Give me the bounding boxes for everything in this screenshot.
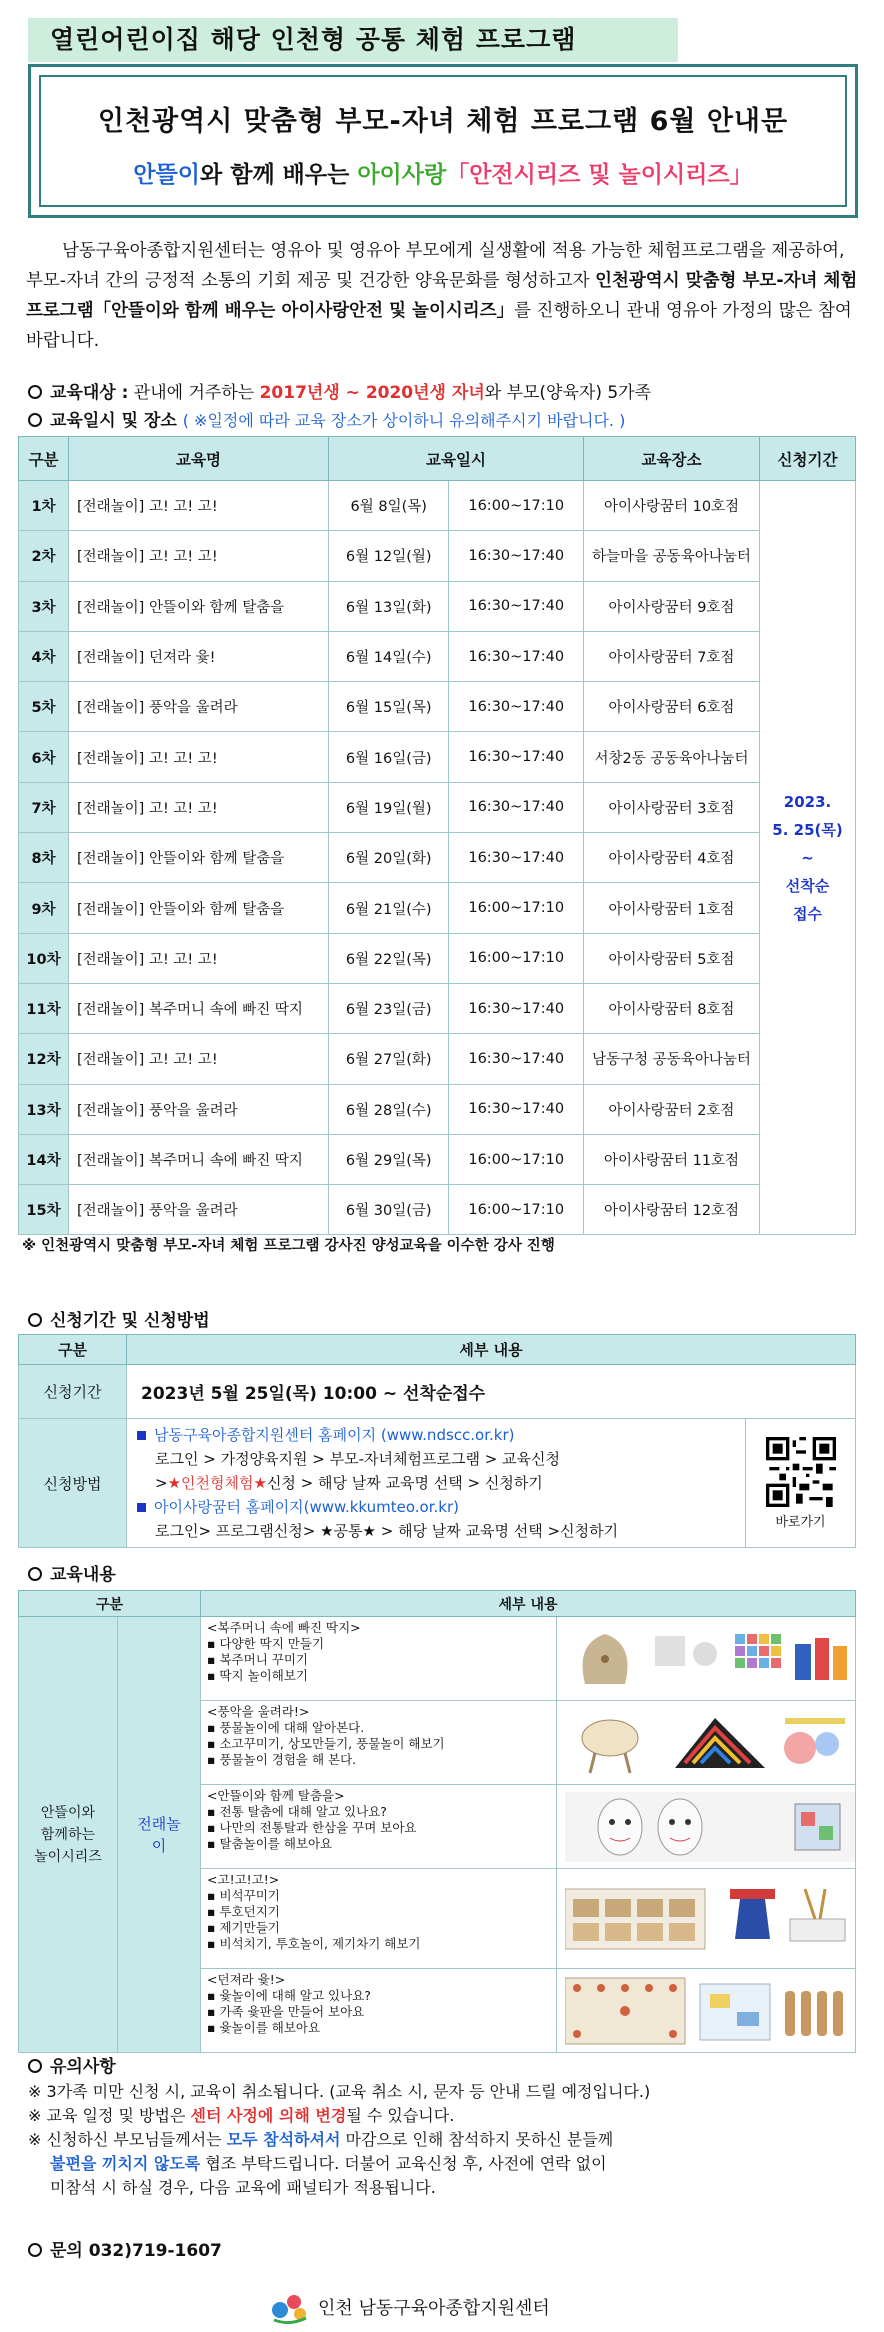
schedule-cell-date: 6월 8일(목) — [329, 481, 449, 531]
schedule-cell-no: 6차 — [19, 732, 69, 782]
schedule-cell-name: [전래놀이] 고! 고! 고! — [69, 732, 329, 782]
schedule-cell-place: 아이사랑꿈터 4호점 — [584, 833, 760, 883]
caution-3e: 협조 부탁드립니다. 더불어 교육신청 후, 사전에 연락 없이 — [200, 2154, 607, 2173]
caution-2b: 센터 사정에 의해 변경 — [190, 2106, 347, 2125]
qr-label: 바로가기 — [775, 1514, 826, 1530]
site1-link[interactable] — [137, 1423, 735, 1447]
period-line: 접수 — [793, 904, 822, 923]
schedule-cell-no: 8차 — [19, 833, 69, 883]
target-years: 2017년생 ~ 2020년생 자녀 — [259, 383, 485, 403]
schedule-row — [19, 682, 856, 732]
subtitle-character: 안뜰이 — [133, 162, 200, 188]
schedule-header: 교육장소 — [584, 437, 760, 481]
schedule-apply-period — [760, 481, 856, 1235]
schedule-row — [19, 983, 856, 1033]
apply-method-label: 신청방법 — [19, 1419, 127, 1548]
edu-item-line: ▪ 풍물놀이 경험을 해 본다. — [207, 1752, 357, 1767]
site1-path-2b: ★인천형체험★ — [167, 1474, 267, 1492]
schedule-cell-no: 7차 — [19, 782, 69, 832]
schedule-row — [19, 1185, 856, 1235]
schedule-cell-time: 16:30~17:40 — [449, 682, 584, 732]
edu-item-line: ▪ 윷놀이에 대해 알고 있나요? — [207, 1988, 371, 2003]
apply-section-label: 신청기간 및 신청방법 — [50, 1311, 210, 1331]
schedule-cell-time: 16:00~17:10 — [449, 1185, 584, 1235]
mask-photo-icon — [565, 1792, 855, 1862]
schedule-cell-time: 16:30~17:40 — [449, 1034, 584, 1084]
schedule-row — [19, 1134, 856, 1184]
schedule-row — [19, 1034, 856, 1084]
schedule-cell-no: 4차 — [19, 631, 69, 681]
schedule-header: 신청기간 — [760, 437, 856, 481]
circle-bullet-icon — [28, 1567, 42, 1581]
schedule-row — [19, 1084, 856, 1134]
caution-3 — [26, 2128, 856, 2152]
schedule-cell-no: 11차 — [19, 983, 69, 1033]
edu-group-l1: 안뜰이와 — [40, 1804, 95, 1821]
edu-item-line: ▪ 탈춤놀이를 해보아요 — [207, 1836, 333, 1851]
schedule-cell-no: 2차 — [19, 531, 69, 581]
schedule-cell-date: 6월 30일(금) — [329, 1185, 449, 1235]
apply-header-category: 구분 — [19, 1335, 127, 1365]
schedule-cell-name: [전래놀이] 복주머니 속에 빠진 딱지 — [69, 983, 329, 1033]
edu-item-line: ▪ 소고꾸미기, 상모만들기, 풍물놀이 해보기 — [207, 1736, 445, 1751]
schedule-cell-date: 6월 22일(목) — [329, 933, 449, 983]
schedule-cell-date: 6월 19일(월) — [329, 782, 449, 832]
caution-3d: 불편을 끼치지 않도록 — [50, 2154, 201, 2173]
circle-bullet-icon — [28, 1313, 42, 1327]
schedule-cell-no: 1차 — [19, 481, 69, 531]
schedule-cell-time: 16:00~17:10 — [449, 481, 584, 531]
edu-section-label: 교육내용 — [50, 1565, 116, 1585]
edu-item-line: ▪ 복주머니 꾸미기 — [207, 1652, 308, 1667]
edu-item-line: ▪ 비석꾸미기 — [207, 1888, 280, 1903]
qr-code-icon — [766, 1437, 836, 1507]
schedule-cell-date: 6월 14일(수) — [329, 631, 449, 681]
schedule-cell-date: 6월 20일(화) — [329, 833, 449, 883]
schedule-cell-time: 16:30~17:40 — [449, 782, 584, 832]
target-text-1: 관내에 거주하는 — [128, 383, 260, 403]
schedule-row — [19, 581, 856, 631]
schedule-cell-no: 3차 — [19, 581, 69, 631]
site1-path-2a: > — [155, 1474, 168, 1492]
period-line: 선착순 — [785, 876, 830, 895]
period-line: 5. 25(목) — [772, 820, 843, 839]
edu-item-line: ▪ 다양한 딱지 만들기 — [207, 1636, 325, 1651]
edu-item-line: ▪ 윷놀이를 해보아요 — [207, 2020, 321, 2035]
schedule-row — [19, 631, 856, 681]
subtitle-brand: 아이사랑 — [357, 162, 447, 188]
edu-item-detail — [201, 1785, 557, 1869]
footer-logo — [270, 2290, 550, 2324]
schedule-cell-place: 아이사랑꿈터 10호점 — [584, 481, 760, 531]
schedule-cell-name: [전래놀이] 안뜰이와 함께 탈춤을 — [69, 883, 329, 933]
edu-item-title: <던져라 윷!> — [207, 1972, 286, 1987]
circle-bullet-icon — [28, 2059, 42, 2073]
site2-link[interactable] — [137, 1495, 735, 1519]
edu-sub-label — [117, 1617, 200, 2053]
ttakji-photo-icon — [565, 1624, 855, 1694]
edu-photo-pungak — [557, 1701, 856, 1785]
schedule-cell-date: 6월 28일(수) — [329, 1084, 449, 1134]
when-note: ( ※일정에 따라 교육 장소가 상이하니 유의해주시기 바랍니다. ) — [182, 411, 626, 430]
edu-group-l2: 함께하는 — [40, 1826, 95, 1843]
circle-bullet-icon — [28, 2243, 42, 2257]
caution-2a: ※ 교육 일정 및 방법은 — [28, 2106, 191, 2125]
schedule-cell-place: 아이사랑꿈터 1호점 — [584, 883, 760, 933]
period-line: ~ — [801, 848, 814, 867]
caution-2 — [26, 2104, 856, 2128]
edu-section-title — [28, 1560, 116, 1585]
caution-1: ※ 3가족 미만 신청 시, 교육이 취소됩니다. (교육 취소 시, 문자 등 안내 드릴 예정입니다.) — [28, 2082, 651, 2101]
schedule-row — [19, 481, 856, 531]
schedule-cell-place: 아이사랑꿈터 11호점 — [584, 1134, 760, 1184]
schedule-cell-time: 16:30~17:40 — [449, 983, 584, 1033]
schedule-cell-date: 6월 23일(금) — [329, 983, 449, 1033]
site1-path-1: 로그인 > 가정양육지원 > 부모-자녀체험프로그램 > 교육신청 — [155, 1450, 560, 1468]
edu-sub-l2: 이 — [151, 1836, 167, 1855]
schedule-cell-name: [전래놀이] 풍악을 울려라 — [69, 1084, 329, 1134]
schedule-cell-date: 6월 15일(목) — [329, 682, 449, 732]
schedule-table — [18, 436, 856, 1235]
pungak-photo-icon — [565, 1708, 855, 1778]
top-banner: 열린어린이집 해당 인천형 공통 체험 프로그램 — [28, 18, 678, 62]
schedule-cell-name: [전래놀이] 풍악을 울려라 — [69, 682, 329, 732]
apply-section-title — [28, 1306, 210, 1331]
edu-sub-l1: 전래놀 — [137, 1814, 181, 1833]
schedule-cell-no: 13차 — [19, 1084, 69, 1134]
site2-path: 로그인> 프로그램신청> ★공통★ > 해당 날짜 교육명 선택 >신청하기 — [155, 1522, 619, 1540]
contact-text: 문의 032)719-1607 — [50, 2241, 222, 2261]
intro-text-bold: 인천광역시 맞춤형 부모-자녀 체험프로그램「안뜰이와 함께 배우는 아이사랑안전 및 놀이시리즈」 — [26, 271, 858, 321]
schedule-cell-no: 15차 — [19, 1185, 69, 1235]
edu-group-label — [19, 1617, 118, 2053]
page-title: 인천광역시 맞춤형 부모-자녀 체험 프로그램 6월 안내문 — [97, 106, 789, 137]
edu-item-line: ▪ 비석치기, 투호놀이, 제기차기 해보기 — [207, 1936, 421, 1951]
circle-bullet-icon — [28, 385, 42, 399]
apply-method-detail — [127, 1419, 746, 1548]
site1-path-2c: 신청 > 해당 날짜 교육명 선택 > 신청하기 — [266, 1474, 543, 1492]
schedule-cell-name: [전래놀이] 복주머니 속에 빠진 딱지 — [69, 1134, 329, 1184]
footer-text: 인천 남동구육아종합지원센터 — [318, 2298, 550, 2319]
subtitle-middle: 와 함께 배우는 — [200, 162, 358, 188]
edu-item-line: ▪ 제기만들기 — [207, 1920, 280, 1935]
edu-item-title: <안뜰이와 함께 탈춤을> — [207, 1788, 345, 1803]
contact-line — [28, 2236, 222, 2261]
caution-3a: ※ 신청하신 부모님들께서는 — [28, 2130, 227, 2149]
schedule-cell-no: 5차 — [19, 682, 69, 732]
schedule-cell-name: [전래놀이] 고! 고! 고! — [69, 481, 329, 531]
schedule-row — [19, 883, 856, 933]
site1-text: 남동구육아종합지원센터 홈페이지 (www.ndscc.or.kr) — [154, 1426, 515, 1444]
site1-path-2 — [137, 1471, 735, 1495]
schedule-cell-place: 하늘마을 공동육아나눔터 — [584, 531, 760, 581]
edu-photo-mask — [557, 1785, 856, 1869]
schedule-header: 교육일시 — [329, 437, 584, 481]
schedule-cell-name: [전래놀이] 고! 고! 고! — [69, 531, 329, 581]
schedule-cell-date: 6월 12일(월) — [329, 531, 449, 581]
target-label: 교육대상 : — [50, 383, 129, 403]
edu-photo-yut — [557, 1969, 856, 2053]
intro-text-3: 를 진행하오니 관내 영유아 가정의 많은 참여 바랍니다. — [26, 301, 852, 351]
edu-item-line: ▪ 가족 윷판을 만들어 보아요 — [207, 2004, 365, 2019]
qr-cell[interactable] — [746, 1419, 856, 1548]
when-line — [28, 406, 625, 431]
schedule-cell-date: 6월 27일(화) — [329, 1034, 449, 1084]
edu-item-title: <고!고!고!> — [207, 1872, 280, 1887]
caution-3c: 마감으로 인해 참석하지 못하신 분들께 — [340, 2130, 614, 2149]
edu-header-detail: 세부 내용 — [201, 1591, 856, 1617]
schedule-cell-name: [전래놀이] 안뜰이와 함께 탈춤을 — [69, 833, 329, 883]
schedule-cell-place: 남동구청 공동육아나눔터 — [584, 1034, 760, 1084]
schedule-cell-no: 14차 — [19, 1134, 69, 1184]
caution-3-line2 — [26, 2152, 856, 2176]
schedule-header: 교육명 — [69, 437, 329, 481]
caution-3-line3: 미참석 시 하실 경우, 다음 교육에 패널티가 적용됩니다. — [50, 2178, 436, 2197]
edu-item-detail — [201, 1617, 557, 1701]
site2-text: 아이사랑꿈터 홈페이지(www.kkumteo.or.kr) — [154, 1498, 459, 1516]
schedule-cell-name: [전래놀이] 고! 고! 고! — [69, 1034, 329, 1084]
schedule-cell-name: [전래놀이] 풍악을 울려라 — [69, 1185, 329, 1235]
edu-header-category: 구분 — [19, 1591, 201, 1617]
yut-photo-icon — [565, 1976, 855, 2046]
edu-group-l3: 놀이시리즈 — [34, 1848, 102, 1865]
schedule-cell-date: 6월 21일(수) — [329, 883, 449, 933]
schedule-cell-place: 아이사랑꿈터 3호점 — [584, 782, 760, 832]
apply-period-value: 2023년 5월 25일(목) 10:00 ~ 선착순접수 — [127, 1365, 856, 1419]
cautions-list — [26, 2080, 856, 2200]
caution-section-title — [28, 2052, 116, 2077]
intro-paragraph — [26, 236, 862, 356]
edu-item-title: <복주머니 속에 빠진 딱지> — [207, 1620, 361, 1635]
apply-table — [18, 1334, 856, 1548]
schedule-cell-place: 서창2동 공동육아나눔터 — [584, 732, 760, 782]
title-box — [28, 64, 858, 218]
schedule-row — [19, 833, 856, 883]
schedule-cell-place: 아이사랑꿈터 5호점 — [584, 933, 760, 983]
schedule-cell-no: 12차 — [19, 1034, 69, 1084]
gogogo-photo-icon — [565, 1879, 855, 1959]
schedule-cell-time: 16:30~17:40 — [449, 581, 584, 631]
caution-3b: 모두 참석하셔서 — [226, 2130, 341, 2149]
schedule-cell-time: 16:30~17:40 — [449, 833, 584, 883]
edu-item-line: ▪ 풍물놀이에 대해 알아본다. — [207, 1720, 365, 1735]
schedule-row — [19, 782, 856, 832]
edu-item-detail — [201, 1869, 557, 1969]
edu-item-detail — [201, 1969, 557, 2053]
schedule-cell-time: 16:30~17:40 — [449, 1084, 584, 1134]
schedule-header: 구분 — [19, 437, 69, 481]
schedule-cell-time: 16:00~17:10 — [449, 933, 584, 983]
edu-item-detail — [201, 1701, 557, 1785]
target-text-3: 와 부모(양육자) 5가족 — [484, 383, 652, 403]
schedule-cell-date: 6월 29일(목) — [329, 1134, 449, 1184]
schedule-cell-name: [전래놀이] 안뜰이와 함께 탈춤을 — [69, 581, 329, 631]
circle-bullet-icon — [28, 413, 42, 427]
schedule-cell-time: 16:30~17:40 — [449, 531, 584, 581]
caution-section-label: 유의사항 — [50, 2057, 116, 2077]
schedule-cell-name: [전래놀이] 고! 고! 고! — [69, 782, 329, 832]
when-label: 교육일시 및 장소 — [50, 411, 177, 431]
period-line: 2023. — [783, 792, 832, 811]
schedule-cell-place: 아이사랑꿈터 8호점 — [584, 983, 760, 1033]
square-bullet-icon — [137, 1431, 146, 1440]
edu-item-line: ▪ 투호던지기 — [207, 1904, 280, 1919]
subtitle-series: 「안전시리즈 및 놀이시리즈」 — [446, 162, 753, 188]
edu-photo-gogogo — [557, 1869, 856, 1969]
target-line — [28, 378, 651, 403]
intro-text-1: 남동구육아종합지원센터는 영유아 및 영유아 부모에게 실생활에 적용 가능한 체험프로그램을 제공하여, 부모-자녀 간의 긍정적 소통의 기회 제공 및 건강한 양육문화를 형성하고자 — [26, 241, 845, 291]
edu-item-line: ▪ 나만의 전통탈과 한삼을 꾸며 보아요 — [207, 1820, 417, 1835]
schedule-cell-no: 10차 — [19, 933, 69, 983]
schedule-row — [19, 531, 856, 581]
edu-table — [18, 1590, 856, 2053]
page-subtitle — [41, 138, 845, 189]
schedule-cell-place: 아이사랑꿈터 2호점 — [584, 1084, 760, 1134]
square-bullet-icon — [137, 1503, 146, 1512]
schedule-cell-no: 9차 — [19, 883, 69, 933]
apply-period-label: 신청기간 — [19, 1365, 127, 1419]
schedule-cell-place: 아이사랑꿈터 7호점 — [584, 631, 760, 681]
schedule-cell-name: [전래놀이] 던져라 윷! — [69, 631, 329, 681]
edu-photo-ttakji — [557, 1617, 856, 1701]
schedule-cell-date: 6월 16일(금) — [329, 732, 449, 782]
schedule-row — [19, 933, 856, 983]
edu-item-line: ▪ 딱지 놀이해보기 — [207, 1668, 308, 1683]
schedule-cell-time: 16:00~17:10 — [449, 883, 584, 933]
apply-header-detail: 세부 내용 — [127, 1335, 856, 1365]
schedule-cell-name: [전래놀이] 고! 고! 고! — [69, 933, 329, 983]
center-logo-icon — [270, 2290, 310, 2324]
teacher-note: ※ 인천광역시 맞춤형 부모-자녀 체험 프로그램 강사진 양성교육을 이수한 강사 진행 — [22, 1238, 555, 1254]
schedule-row — [19, 732, 856, 782]
schedule-cell-time: 16:30~17:40 — [449, 631, 584, 681]
schedule-cell-date: 6월 13일(화) — [329, 581, 449, 631]
schedule-cell-time: 16:30~17:40 — [449, 732, 584, 782]
edu-item-title: <풍악을 울려라!> — [207, 1704, 310, 1719]
schedule-cell-place: 아이사랑꿈터 6호점 — [584, 682, 760, 732]
caution-2c: 될 수 있습니다. — [346, 2106, 455, 2125]
schedule-cell-time: 16:00~17:10 — [449, 1134, 584, 1184]
schedule-cell-place: 아이사랑꿈터 12호점 — [584, 1185, 760, 1235]
schedule-cell-place: 아이사랑꿈터 9호점 — [584, 581, 760, 631]
edu-item-line: ▪ 전통 탈춤에 대해 알고 있나요? — [207, 1804, 387, 1819]
